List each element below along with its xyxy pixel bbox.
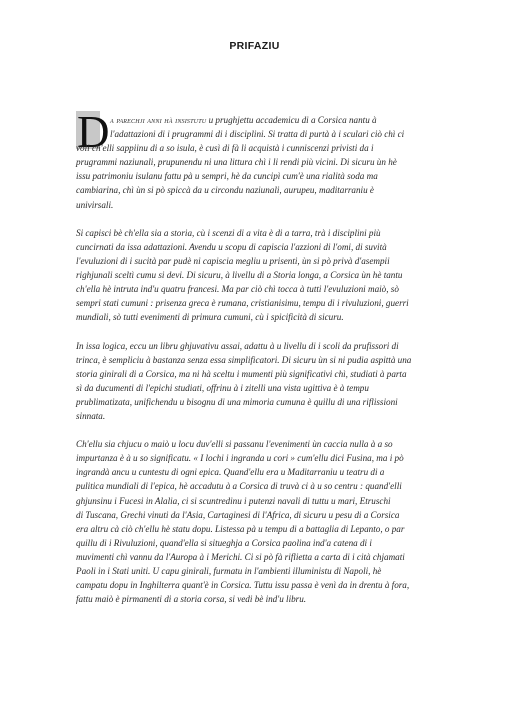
paragraph bbox=[76, 113, 442, 212]
text-line: issu patrimoniu isulanu fattu pà u sempri, hè da cuncipì cum'è una rialità soda ma bbox=[76, 171, 378, 182]
paragraph-gap bbox=[76, 212, 442, 226]
text-line: Si capisci bè ch'ella sia a storia, cù i scenzi di a vita è di a tarra, trà i disciplini più bbox=[76, 227, 381, 238]
text-line: sì da ducumenti di l'epichi studiati, offrinu à i zitelli una vista ugittiva è à tempu bbox=[76, 382, 369, 393]
paragraph-gap bbox=[76, 423, 442, 437]
paragraph bbox=[76, 339, 442, 424]
text-line: ghjunsinu i Fucesi in Alalia, ci si scuntredinu i putenzi navali di tuttu u mari, Etruschi bbox=[76, 495, 391, 506]
text-line: prugrammi naziunali, prupunendu ni una littura chì i li rendi più vicini. Di sicuru ùn hè bbox=[76, 157, 397, 168]
page-title: PRIFAZIU bbox=[229, 40, 280, 52]
text-line: cambiarina, chì ùn si pò spiccà da u circondu naziunali, aurupeu, maditarraniu è bbox=[76, 185, 374, 196]
text-line: di Tuscana, Grechi vinuti da l'Asia, Cartaginesi di l'Africa, di sicuru u pesu di a Corsica bbox=[76, 509, 400, 520]
text-line: ingrandà ancu u cuntestu di ogni epica. Quand'ellu era u Maditarraniu u teatru di a bbox=[76, 467, 385, 478]
text-line: era altru cà ciò ch'ellu hè statu dopu. Listessa pà u tempu di a battaglia di Lepanto, o par bbox=[76, 523, 405, 534]
text-line: campatu dopu in Inghilterra quant'è in Corsica. Tuttu issu passa è venì da in drentu à fora, bbox=[76, 580, 410, 591]
text-line: cuncirnati da issa adattazioni. Avendu u scopu di capiscia l'azzioni di l'omi, di suvità bbox=[76, 241, 387, 252]
text-line: pulitica mundiali di l'epica, hè accadutu à a Corsica di truvà ci à u so centru : quand'elli bbox=[76, 481, 402, 492]
text-line: Paoli in i Stati uniti. U capu ginirali, furmatu in l'ambienti illuministu di Napoli, hè bbox=[76, 566, 382, 576]
text-line: mundiali, sò tutti evenimenti di primura cumuni, cù i spicificità di sicuru. bbox=[76, 312, 344, 323]
text-line: muvimenti chì vannu da l'Auropa à i Merichi. Ci si pò fà riflietta a carta di i cità chjamati bbox=[76, 551, 405, 562]
opening-smallcaps: a parechji anni hà insistutu bbox=[110, 115, 207, 125]
dropcap-letter: D bbox=[77, 107, 110, 157]
text-line: storia ginirali di a Corsica, ma ni hà sceltu i mumenti più significativi chì, studiati à parta bbox=[76, 368, 407, 379]
paragraph-gap bbox=[76, 324, 442, 338]
paragraph bbox=[76, 226, 442, 325]
text-line: righjunali sceltì cumu si devi. Di sicuru, à livellu di a Storia longa, a Corsica ùn hè tantu bbox=[76, 270, 403, 281]
text-line: prublimatizata, unifichendu u bisognu di una mimoria cumuna è quillu di una riflissioni bbox=[76, 396, 398, 407]
text-line: fattu maiò è pirmanenti di a storia corsa, si vedi bè ind'u libru. bbox=[76, 594, 307, 605]
text-line: impurtanza è à u so significatu. « I lochi i ingranda u cori » cum'ellu dici Fusina, ma i pò bbox=[76, 453, 404, 464]
text-line: In issa logica, eccu un libru ghjuvativu assai, adattu à u livellu di i scoli da prufissori di bbox=[76, 340, 399, 351]
text-line: quillu di i Rivuluzioni, quand'ella si situeghja a Corsica paolina ind'a catena di i bbox=[76, 537, 372, 548]
body-text bbox=[76, 113, 442, 606]
text-line: l'evuluzioni di i sucità par pudè ni capiscia megliu u prisenti, ùn si pò privà d'asempii bbox=[76, 255, 390, 266]
text-line: Ch'ellu sia chjucu o maiò u locu duv'elli si passanu l'evenimenti ùn caccia nulla à a so bbox=[76, 439, 393, 450]
text-line: l'adattazioni di i prugrammi di i disciplini. Si tratta di purtà à i sculari ciò chì ci bbox=[110, 129, 405, 140]
text-line: ch'ella hè intruta ind'u quatru francesi. Ma par ciò chì tocca à tutti l'evuluzioni maiò, sò bbox=[76, 284, 399, 295]
opening-line-rest: u prughjettu accademicu di a Corsica nantu à bbox=[206, 115, 377, 125]
text-line: sinnata. bbox=[76, 410, 106, 421]
text-line: trinca, è sempliciu à bastanza senza essa simplificatori. Di sicuru ùn si ni pudia aspittà una bbox=[76, 354, 412, 365]
text-line bbox=[76, 113, 442, 127]
paragraph bbox=[76, 437, 442, 606]
text-line: voli ch'elli sappiinu di a so isula, è cusì di fà li acquistà i cunniscenzi privisti da i bbox=[76, 143, 374, 154]
text-line: univirsali. bbox=[76, 199, 114, 210]
text-line: sempri stati cumuni : prisenza greca è rumana, cristianisimu, tempu di i rivuluzioni, guerri bbox=[76, 298, 409, 309]
